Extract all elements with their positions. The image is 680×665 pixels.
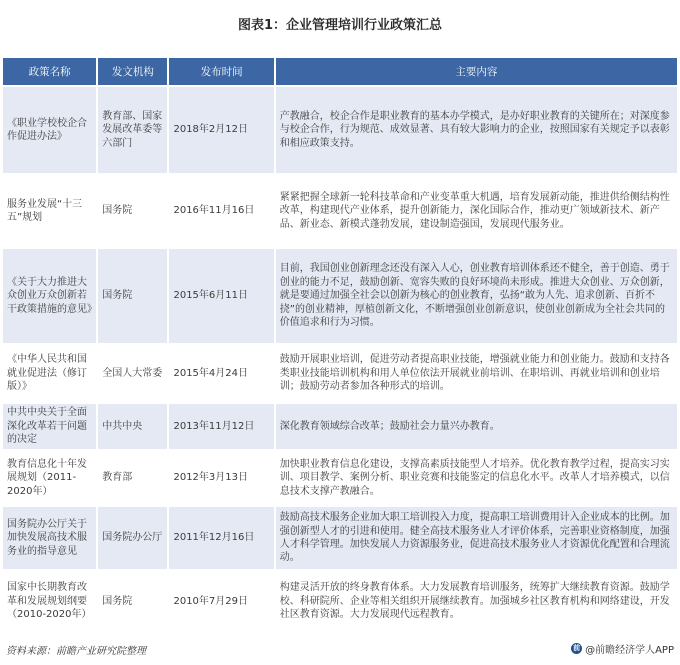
table-header-row: [3, 58, 677, 85]
policy-name-cell: 国家中长期教育改革和发展规划纲要（2010-2020年）: [3, 571, 96, 632]
column-header-content: 主要内容: [276, 58, 677, 85]
policy-name-cell: 服务业发展“十三五”规划: [3, 175, 96, 247]
brand-watermark: [571, 641, 674, 656]
table-row: [3, 87, 677, 173]
table-row: [3, 451, 677, 505]
policy-table: [1, 56, 679, 634]
agency-cell: 国务院: [98, 175, 167, 247]
agency-cell: 国务院: [98, 571, 167, 632]
content-cell: 构建灵活开放的终身教育体系。大力发展教育培训服务，统筹扩大继续教育资源。鼓励学校、科研院所、企业等相关组织开展继续教育。加强城乡社区教育机构和网络建设，开发社区教育资源。大力发展现代远程教育。: [276, 571, 677, 632]
policy-name-cell: 《中华人民共和国就业促进法（修订版）》: [3, 345, 96, 402]
date-cell: 2018年2月12日: [169, 87, 273, 173]
date-cell: 2010年7月29日: [169, 571, 273, 632]
qianzhan-logo-icon: 前: [573, 644, 581, 652]
brand-label: @前瞻经济学人APP: [585, 645, 674, 656]
table-row: [3, 404, 677, 449]
date-cell: 2012年3月13日: [169, 451, 273, 505]
table-row: [3, 249, 677, 343]
column-header-agency: 发文机构: [98, 58, 167, 85]
content-cell: 目前，我国创业创新理念还没有深入人心，创业教育培训体系还不健全，善于创造、勇于创业的能力不足，鼓励创新、宽容失败的良好环境尚未形成。推进大众创业、万众创新，就是要通过加强全社会以创新为核心的创业教育，弘扬“敢为人先、追求创新、百折不挠”的创业精神，厚植创新文化，不断增强创业创新意识，使创业创新成为全社会共同的价值追求和行为习惯。: [276, 249, 677, 343]
policy-name-cell: 《关于大力推进大众创业万众创新若干政策措施的意见》: [3, 249, 96, 343]
column-header-policy-name: 政策名称: [3, 58, 96, 85]
table-row: [3, 507, 677, 569]
agency-cell: 国务院: [98, 249, 167, 343]
date-cell: 2013年11月12日: [169, 404, 273, 449]
content-cell: 产教融合，校企合作是职业教育的基本办学模式，是办好职业教育的关键所在；对深度参与校企合作，行为规范、成效显著、具有较大影响力的企业，按照国家有关规定予以表彰和相应政策支持。: [276, 87, 677, 173]
column-header-date: 发布时间: [169, 58, 273, 85]
agency-cell: 国务院办公厅: [98, 507, 167, 569]
content-cell: 鼓励高技术服务企业加大职工培训投入力度，提高职工培训费用计入企业成本的比例。加强创新型人才的引进和使用。健全高技术服务业人才评价体系，完善职业资格制度，加强人才科学管理。加快发展人力资源服务业，促进高技术服务业人才资源优化配置和合理流动。: [276, 507, 677, 569]
agency-cell: 教育部、国家发展改革委等六部门: [98, 87, 167, 173]
table-row: [3, 345, 677, 402]
date-cell: 2011年12月16日: [169, 507, 273, 569]
policy-name-cell: 《职业学校校企合作促进办法》: [3, 87, 96, 173]
content-cell: 深化教育领域综合改革；鼓励社会力量兴办教育。: [276, 404, 677, 449]
content-cell: 鼓励开展职业培训，促进劳动者提高职业技能，增强就业能力和创业能力。鼓励和支持各类职业技能培训机构和用人单位依法开展就业前培训、在职培训、再就业培训和创业培训；鼓励劳动者参加各种形式的培训。: [276, 345, 677, 402]
date-cell: 2015年6月11日: [169, 249, 273, 343]
table-row: [3, 571, 677, 632]
date-cell: 2016年11月16日: [169, 175, 273, 247]
agency-cell: 中共中央: [98, 404, 167, 449]
content-cell: 加快职业教育信息化建设，支撑高素质技能型人才培养。优化教育教学过程，提高实习实训、项目教学、案例分析、职业竞赛和技能鉴定的信息化水平。改革人才培养模式，以信息技术支撑产教融合。: [276, 451, 677, 505]
policy-name-cell: 教育信息化十年发展规划（2011-2020年）: [3, 451, 96, 505]
policy-name-cell: 国务院办公厅关于加快发展高技术服务业的指导意见: [3, 507, 96, 569]
source-note: 资料来源：前瞻产业研究院整理: [6, 646, 146, 657]
content-cell: 紧紧把握全球新一轮科技革命和产业变革重大机遇，培育发展新动能，推进供给侧结构性改革，构建现代产业体系，提升创新能力，深化国际合作，推动更广领域新技术、新产品、新业态、新模式蓬勃发展，建设制造强国，发展现代服务业。: [276, 175, 677, 247]
chart-title: 图表1：企业管理培训行业政策汇总: [237, 18, 443, 33]
policy-name-cell: 中共中央关于全面深化改革若干问题的决定: [3, 404, 96, 449]
date-cell: 2015年4月24日: [169, 345, 273, 402]
table-row: [3, 175, 677, 247]
agency-cell: 教育部: [98, 451, 167, 505]
agency-cell: 全国人大常委: [98, 345, 167, 402]
